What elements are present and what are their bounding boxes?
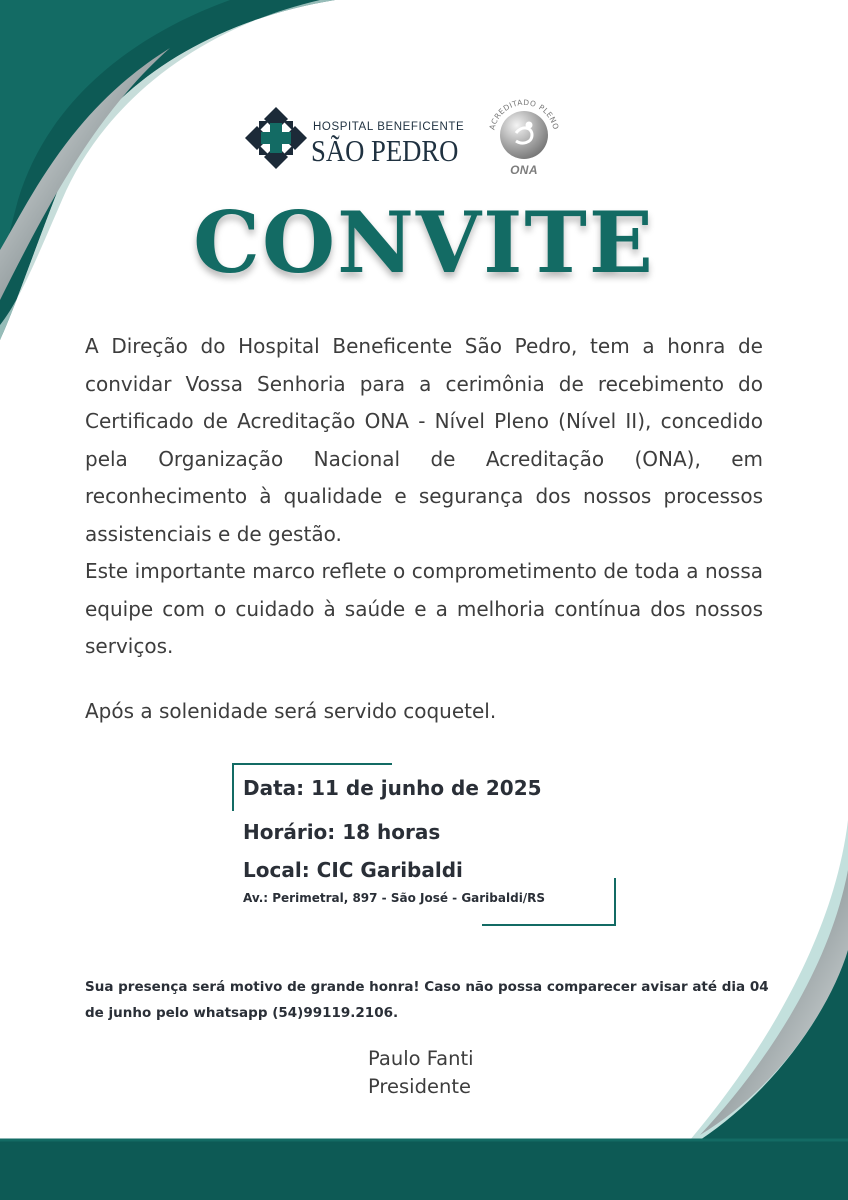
hospital-cross-icon (244, 106, 308, 170)
seal-arc-text: ACREDITADO PLENO (487, 97, 561, 131)
bottom-band (0, 1140, 848, 1200)
ona-label: ONA (510, 163, 538, 177)
event-date: Data: 11 de junho de 2025 (243, 776, 542, 800)
signature-role: Presidente (368, 1075, 471, 1098)
paragraph-cocktail: Após a solenidade será servido coquetel. (85, 699, 497, 723)
event-time: Horário: 18 horas (243, 820, 441, 844)
paragraph-milestone: Este importante marco reflete o comprometimento de toda a nossa equipe com o cuidado à saúde e a melhoria contínua dos nossos serviços. (85, 559, 763, 658)
details-frame-right (614, 878, 616, 926)
logo-text-line2: SÃO PEDRO (311, 133, 459, 168)
logo-text-line1: HOSPITAL BENEFICENTE (313, 121, 465, 133)
event-address: Av.: Perimetral, 897 - São José - Garibaldi/RS (243, 891, 546, 905)
signature-name: Paulo Fanti (368, 1047, 474, 1070)
seal-circle (500, 111, 548, 159)
details-frame-top (232, 763, 392, 765)
event-place: Local: CIC Garibaldi (243, 858, 463, 882)
hospital-logo (244, 106, 466, 170)
rsvp-note: Sua presença será motivo de grande honra! Caso não possa comparecer avisar até dia 04 de junho pelo whatsapp (54)99119.2106. (85, 979, 769, 1021)
ona-accreditation-seal (486, 95, 562, 181)
details-frame-left (232, 763, 234, 811)
invitation-title: CONVITE (193, 193, 655, 292)
paragraph-intro: A Direção do Hospital Beneficente São Pedro, tem a honra de convidar Vossa Senhoria para a cerimônia de recebimento do Certificado de Acreditação ONA - Nível Pleno (Nível II), concedido pela Organização Nacional de Acreditação (ONA), em reconhecimento à qualidade e segurança dos nossos processos assistenciais e de gestão. (85, 334, 763, 546)
details-frame-bottom (482, 924, 616, 926)
